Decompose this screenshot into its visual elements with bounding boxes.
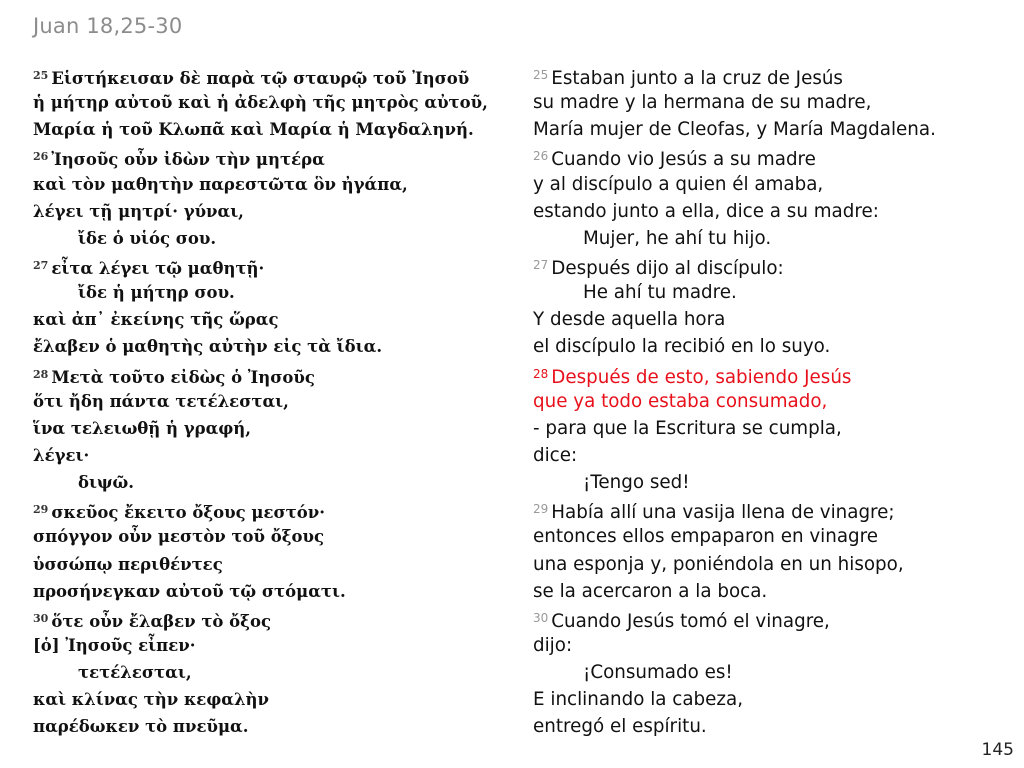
verse-text: ἡ μήτηρ αὐτοῦ καὶ ἡ ἀδελφὴ τῆς μητρὸς αὐτοῦ, — [33, 93, 488, 113]
verse-text: τετέλεσται, — [78, 663, 192, 683]
verse-text: Había allí una vasija llena de vinagre; — [551, 502, 895, 524]
verse-text: Después dijo al discípulo: — [551, 257, 784, 279]
spanish-line — [533, 388, 1013, 415]
greek-line — [33, 578, 503, 605]
verse-text: María mujer de Cleofas, y María Magdalena. — [533, 119, 936, 141]
spanish-line — [533, 605, 1013, 632]
verse-text: Después de esto, sabiendo Jesús — [551, 366, 852, 388]
verse-text: se la acercaron a la boca. — [533, 580, 768, 602]
spanish-line — [533, 659, 1013, 686]
verse-text: ὅτι ἤδη πάντα τετέλεσται, — [33, 391, 289, 411]
spanish-line — [533, 116, 1013, 143]
verse-text: dice: — [533, 444, 578, 466]
greek-line — [33, 388, 503, 415]
verse-text: σκεῦος ἔκειτο ὄξους μεστόν· — [51, 503, 325, 523]
spanish-line — [533, 578, 1013, 605]
spanish-line — [533, 252, 1013, 279]
verse-text: entonces ellos empaparon en vinagre — [533, 526, 878, 548]
verse-number: 26 — [33, 150, 49, 164]
spanish-line — [533, 496, 1013, 523]
spanish-line — [533, 143, 1013, 170]
verse-text: διψῶ. — [78, 473, 134, 493]
spanish-line — [533, 89, 1013, 116]
greek-line — [33, 252, 503, 279]
spanish-line — [533, 198, 1013, 225]
verse-text: Y desde aquella hora — [533, 309, 726, 331]
verse-number: 25 — [533, 68, 549, 82]
greek-line — [33, 686, 503, 713]
verse-number: 25 — [33, 69, 49, 82]
spanish-line — [533, 333, 1013, 360]
verse-text: Εἱστήκεισαν δὲ παρὰ τῷ σταυρῷ τοῦ Ἰησοῦ — [51, 69, 470, 88]
greek-line — [33, 551, 503, 578]
verse-number: 29 — [33, 503, 49, 517]
greek-line — [33, 89, 503, 116]
spanish-line — [533, 62, 1013, 89]
greek-line — [33, 333, 503, 360]
verse-text: ὅτε οὖν ἔλαβεν τὸ ὄξος — [51, 611, 272, 631]
greek-line — [33, 632, 503, 659]
verse-text: εἶτα λέγει τῷ μαθητῇ· — [51, 258, 265, 278]
greek-line — [33, 659, 503, 686]
verse-text: ἔλαβεν ὁ μαθητὴς αὐτὴν εἰς τὰ ἴδια. — [33, 337, 383, 357]
greek-text-column — [33, 62, 503, 741]
spanish-line — [533, 442, 1013, 469]
verse-text: entregó el espíritu. — [533, 716, 707, 738]
verse-text: Ἰησοῦς οὖν ἰδὼν τὴν μητέρα — [51, 150, 325, 170]
verse-text: [ὁ] Ἰησοῦς εἶπεν· — [33, 635, 196, 655]
verse-number: 27 — [33, 258, 49, 272]
page-number: 145 — [981, 740, 1014, 760]
greek-line — [33, 469, 503, 496]
verse-text: que ya todo estaba consumado, — [533, 390, 828, 412]
spanish-line — [533, 306, 1013, 333]
verse-text: ¡Tengo sed! — [583, 472, 690, 494]
verse-number: 27 — [533, 257, 549, 272]
verse-text: καὶ κλίνας τὴν κεφαλὴν — [33, 690, 269, 710]
verse-number: 28 — [533, 366, 549, 381]
verse-text: su madre y la hermana de su madre, — [533, 92, 872, 114]
greek-line — [33, 605, 503, 632]
greek-line — [33, 523, 503, 550]
spanish-line — [533, 469, 1013, 496]
verse-text: καὶ ἀπ᾽ ἐκείνης τῆς ὥρας — [33, 310, 279, 330]
verse-number: 26 — [533, 149, 549, 164]
verse-number: 28 — [33, 367, 49, 381]
spanish-line — [533, 361, 1013, 388]
spanish-line — [533, 171, 1013, 198]
verse-text: dijo: — [533, 634, 573, 656]
greek-line — [33, 415, 503, 442]
verse-text: ¡Consumado es! — [583, 662, 733, 684]
greek-line — [33, 62, 503, 89]
verse-text: He ahí tu madre. — [583, 282, 737, 304]
spanish-line — [533, 279, 1013, 306]
verse-text: - para que la Escritura se cumpla, — [533, 417, 842, 439]
spanish-text-column — [533, 62, 1013, 741]
greek-line — [33, 361, 503, 388]
slide-title: Juan 18,25-30 — [33, 14, 183, 38]
verse-text: el discípulo la recibió en lo suyo. — [533, 336, 831, 358]
greek-line — [33, 116, 503, 143]
verse-text: λέγει τῇ μητρί· γύναι, — [33, 201, 244, 221]
spanish-line — [533, 523, 1013, 550]
greek-line — [33, 143, 503, 170]
verse-text: E inclinando la cabeza, — [533, 689, 744, 711]
spanish-line — [533, 415, 1013, 442]
spanish-line — [533, 713, 1013, 740]
verse-text: y al discípulo a quien él amaba, — [533, 173, 824, 195]
verse-text: Mujer, he ahí tu hijo. — [583, 227, 772, 249]
spanish-line — [533, 686, 1013, 713]
greek-line — [33, 306, 503, 333]
verse-text: ὑσσώπῳ περιθέντες — [33, 554, 223, 574]
verse-text: ἴδε ἡ μήτηρ σου. — [78, 283, 235, 303]
verse-text: λέγει· — [33, 445, 90, 465]
greek-line — [33, 171, 503, 198]
greek-line — [33, 225, 503, 252]
verse-text: Cuando Jesús tomó el vinagre, — [551, 610, 830, 632]
greek-line — [33, 442, 503, 469]
verse-text: Μετὰ τοῦτο εἰδὼς ὁ Ἰησοῦς — [51, 367, 315, 387]
verse-number: 30 — [33, 611, 49, 625]
greek-line — [33, 198, 503, 225]
verse-number: 30 — [533, 610, 549, 625]
verse-text: παρέδωκεν τὸ πνεῦμα. — [33, 717, 249, 737]
verse-text: Estaban junto a la cruz de Jesús — [551, 68, 843, 89]
spanish-line — [533, 551, 1013, 578]
spanish-line — [533, 225, 1013, 252]
verse-text: ἵνα τελειωθῇ ἡ γραφή, — [33, 418, 252, 438]
verse-text: προσήνεγκαν αὐτοῦ τῷ στόματι. — [33, 581, 346, 601]
verse-text: καὶ τὸν μαθητὴν παρεστῶτα ὃν ἠγάπα, — [33, 174, 408, 194]
spanish-line — [533, 632, 1013, 659]
verse-text: estando junto a ella, dice a su madre: — [533, 200, 879, 222]
verse-text: una esponja y, poniéndola en un hisopo, — [533, 553, 904, 575]
verse-text: σπόγγον οὖν μεστὸν τοῦ ὄξους — [33, 527, 325, 547]
verse-text: ἴδε ὁ υἱός σου. — [78, 228, 217, 248]
verse-text: Μαρία ἡ τοῦ Κλωπᾶ καὶ Μαρία ἡ Μαγδαληνή. — [33, 120, 474, 140]
greek-line — [33, 279, 503, 306]
verse-text: Cuando vio Jesús a su madre — [551, 149, 816, 171]
greek-line — [33, 496, 503, 523]
greek-line — [33, 713, 503, 740]
verse-number: 29 — [533, 502, 549, 517]
